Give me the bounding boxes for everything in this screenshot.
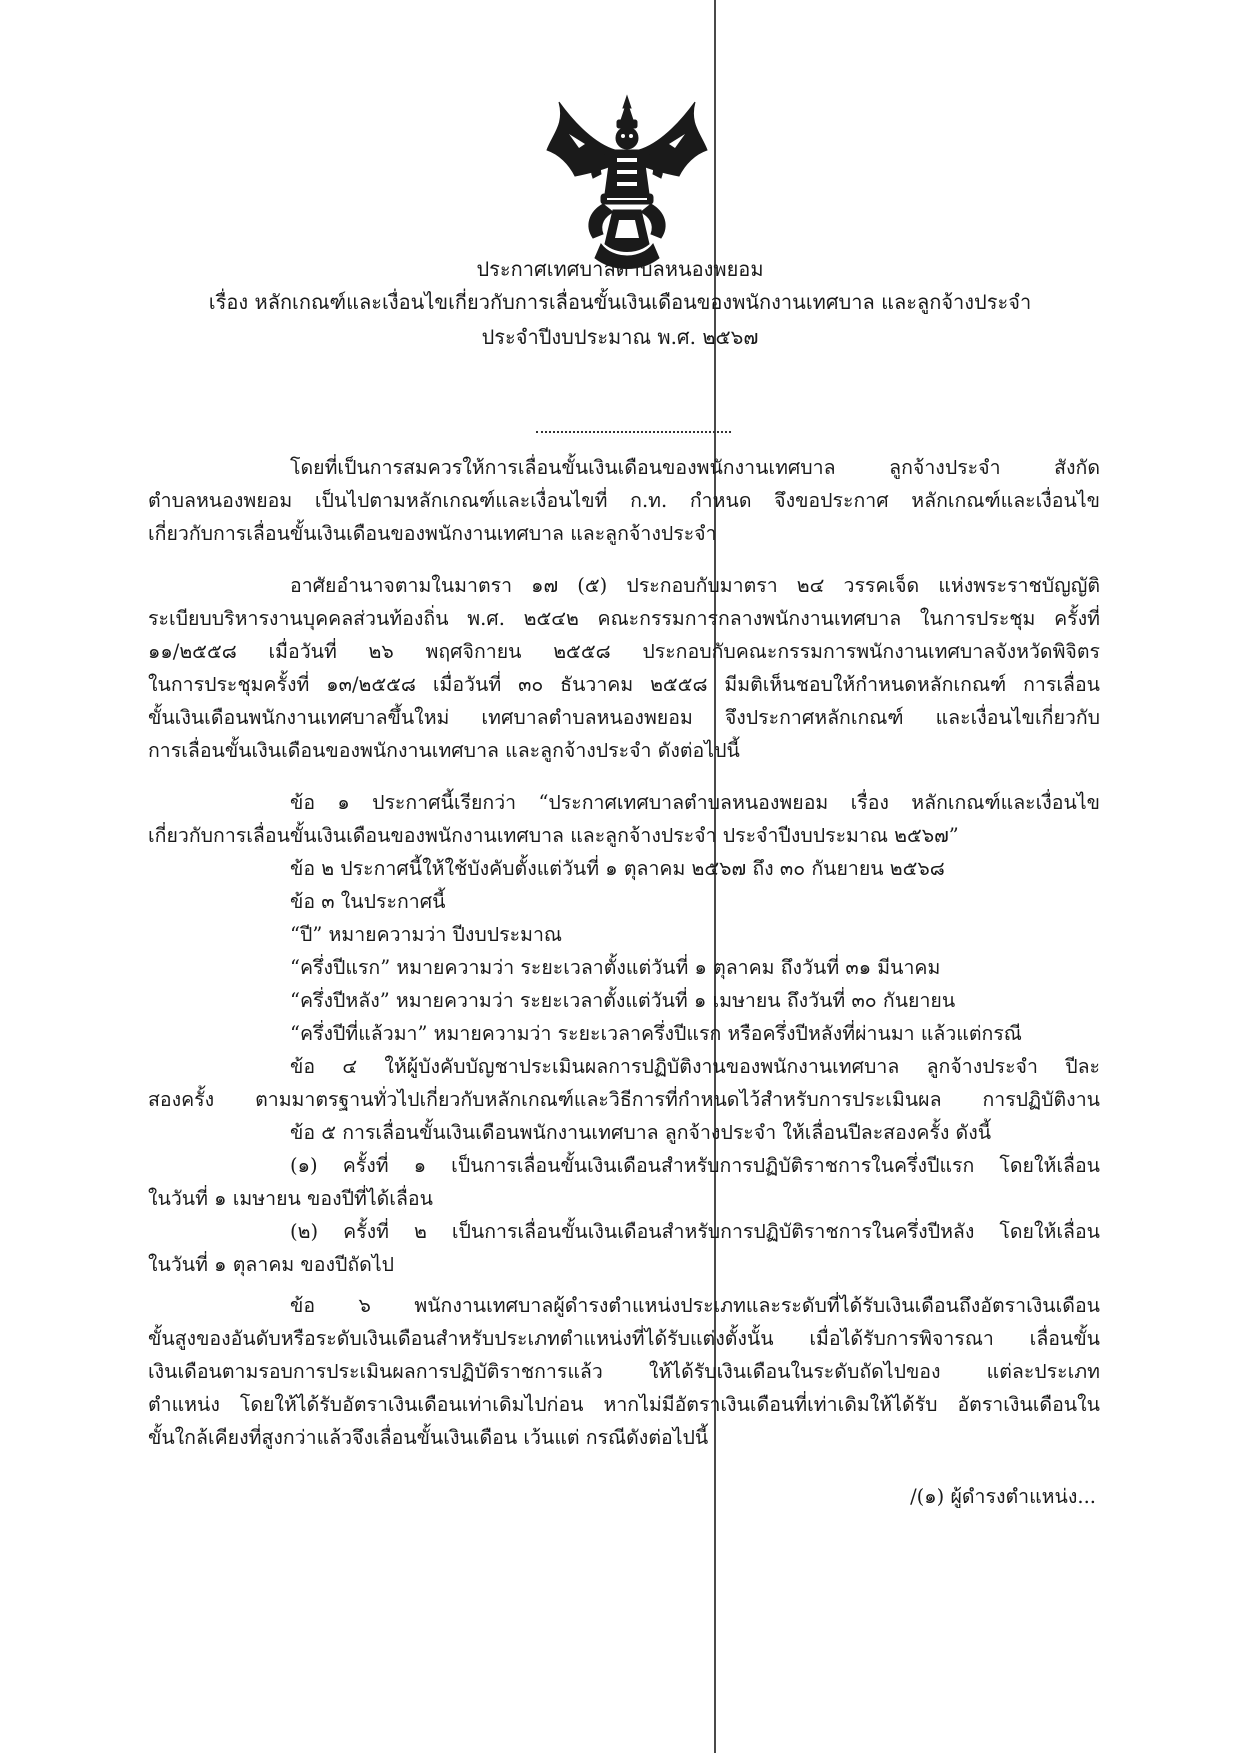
dotted-separator	[536, 431, 731, 433]
garuda-emblem-icon	[545, 94, 710, 270]
clause-6-line: ขั้นสูงของอันดับหรือระดับเงินเดือนสำหรับประเภทตำแหน่งที่ได้รับแต่งตั้งนั้น เมื่อได้รับการพิจารณา เลื่อนขั้น	[148, 1327, 1100, 1350]
definition-past-half: “ครึ่งปีที่แล้วมา” หมายความว่า ระยะเวลาครึ่งปีแรก หรือครึ่งปีหลังที่ผ่านมา แล้วแต่กรณี	[290, 1022, 1022, 1045]
paragraph-line: เกี่ยวกับการเลื่อนขั้นเงินเดือนของพนักงานเทศบาล และลูกจ้างประจำ	[148, 522, 717, 545]
definition-year: “ปี” หมายความว่า ปีงบประมาณ	[290, 923, 562, 946]
clause-4-line: ข้อ ๔ ให้ผู้บังคับบัญชาประเมินผลการปฏิบัติงานของพนักงานเทศบาล ลูกจ้างประจำ ปีละ	[290, 1055, 1100, 1078]
clause-1-line: ข้อ ๑ ประกาศนี้เรียกว่า “ประกาศเทศบาลตำบลหนองพยอม เรื่อง หลักเกณฑ์และเงื่อนไข	[290, 791, 1100, 814]
paragraph-line: ขั้นเงินเดือนพนักงานเทศบาลขึ้นใหม่ เทศบาลตำบลหนองพยอม จึงประกาศหลักเกณฑ์ และเงื่อนไขเกี่ยวกับ	[148, 706, 1100, 729]
clause-5-item-1: (๑) ครั้งที่ ๑ เป็นการเลื่อนขั้นเงินเดือนสำหรับการปฏิบัติราชการในครึ่งปีแรก โดยให้เลื่อน	[290, 1154, 1100, 1177]
clause-2: ข้อ ๒ ประกาศนี้ให้ใช้บังคับตั้งแต่วันที่ ๑ ตุลาคม ๒๕๖๗ ถึง ๓๐ กันยายน ๒๕๖๘	[290, 857, 945, 880]
paragraph-line: ระเบียบบริหารงานบุคคลส่วนท้องถิ่น พ.ศ. ๒๕๔๒ คณะกรรมการกลางพนักงานเทศบาล ในการประชุม ครั้งที่	[148, 607, 1100, 630]
clause-1-line: เกี่ยวกับการเลื่อนขั้นเงินเดือนของพนักงานเทศบาล และลูกจ้างประจำ ประจำปีงบประมาณ ๒๕๖๗”	[148, 824, 959, 847]
fiscal-year-line: ประจำปีงบประมาณ พ.ศ. ๒๕๖๗	[481, 325, 759, 349]
clause-5-item-2: (๒) ครั้งที่ ๒ เป็นการเลื่อนขั้นเงินเดือนสำหรับการปฏิบัติราชการในครึ่งปีหลัง โดยให้เลื่อน	[290, 1220, 1100, 1243]
definition-first-half: “ครึ่งปีแรก” หมายความว่า ระยะเวลาตั้งแต่วันที่ ๑ ตุลาคม ถึงวันที่ ๓๑ มีนาคม	[290, 956, 941, 979]
clause-6-line: ตำแหน่ง โดยให้ได้รับอัตราเงินเดือนเท่าเดิมไปก่อน หากไม่มีอัตราเงินเดือนที่เท่าเดิมให้ได้รับ อัตราเงินเดือนใน	[148, 1393, 1100, 1416]
paragraph-line: ตำบลหนองพยอม เป็นไปตามหลักเกณฑ์และเงื่อนไขที่ ก.ท. กำหนด จึงขอประกาศ หลักเกณฑ์และเงื่อนไข	[148, 489, 1100, 512]
announcement-title: ประกาศเทศบาลตำบลหนองพยอม	[476, 257, 764, 281]
clause-6-line: ข้อ ๖ พนักงานเทศบาลผู้ดำรงตำแหน่งประเภทและระดับที่ได้รับเงินเดือนถึงอัตราเงินเดือน	[290, 1294, 1100, 1317]
paragraph-line: ๑๑/๒๕๕๘ เมื่อวันที่ ๒๖ พฤศจิกายน ๒๕๕๘ ประกอบกับคณะกรรมการพนักงานเทศบาลจังหวัดพิจิตร	[148, 640, 1100, 663]
clause-6-line: ขั้นใกล้เคียงที่สูงกว่าแล้วจึงเลื่อนขั้นเงินเดือน เว้นแต่ กรณีดังต่อไปนี้	[148, 1426, 709, 1449]
definition-second-half: “ครึ่งปีหลัง” หมายความว่า ระยะเวลาตั้งแต่วันที่ ๑ เมษายน ถึงวันที่ ๓๐ กันยายน	[290, 989, 956, 1012]
clause-5: ข้อ ๕ การเลื่อนขั้นเงินเดือนพนักงานเทศบาล ลูกจ้างประจำ ให้เลื่อนปีละสองครั้ง ดังนี้	[290, 1121, 992, 1144]
clause-6-line: เงินเดือนตามรอบการประเมินผลการปฏิบัติราชการแล้ว ให้ได้รับเงินเดือนในระดับถัดไปของ แต่ละประเภท	[148, 1360, 1100, 1383]
paragraph-line: โดยที่เป็นการสมควรให้การเลื่อนขั้นเงินเดือนของพนักงานเทศบาล ลูกจ้างประจำ สังกัด	[290, 456, 1100, 479]
clause-3: ข้อ ๓ ในประกาศนี้	[290, 890, 446, 913]
paragraph-line: ในการประชุมครั้งที่ ๑๓/๒๕๕๘ เมื่อวันที่ ๓๐ ธันวาคม ๒๕๕๘ มีมติเห็นชอบให้กำหนดหลักเกณฑ์ การเลื่อน	[148, 673, 1100, 696]
page-continuation: /(๑) ผู้ดำรงตำแหน่ง...	[910, 1485, 1096, 1508]
paragraph-line: การเลื่อนขั้นเงินเดือนของพนักงานเทศบาล และลูกจ้างประจำ ดังต่อไปนี้	[148, 739, 740, 762]
clause-4-line: สองครั้ง ตามมาตรฐานทั่วไปเกี่ยวกับหลักเกณฑ์และวิธีการที่กำหนดไว้สำหรับการประเมินผล การปฏิบัติงาน	[148, 1088, 1100, 1111]
clause-5-item-1: ในวันที่ ๑ เมษายน ของปีที่ได้เลื่อน	[148, 1187, 433, 1210]
announcement-subject: เรื่อง หลักเกณฑ์และเงื่อนไขเกี่ยวกับการเลื่อนขั้นเงินเดือนของพนักงานเทศบาล และลูกจ้างประจำ	[208, 290, 1032, 314]
paragraph-line: อาศัยอำนาจตามในมาตรา ๑๗ (๕) ประกอบกับมาตรา ๒๔ วรรคเจ็ด แห่งพระราชบัญญัติ	[290, 574, 1100, 597]
clause-5-item-2: ในวันที่ ๑ ตุลาคม ของปีถัดไป	[148, 1253, 395, 1276]
